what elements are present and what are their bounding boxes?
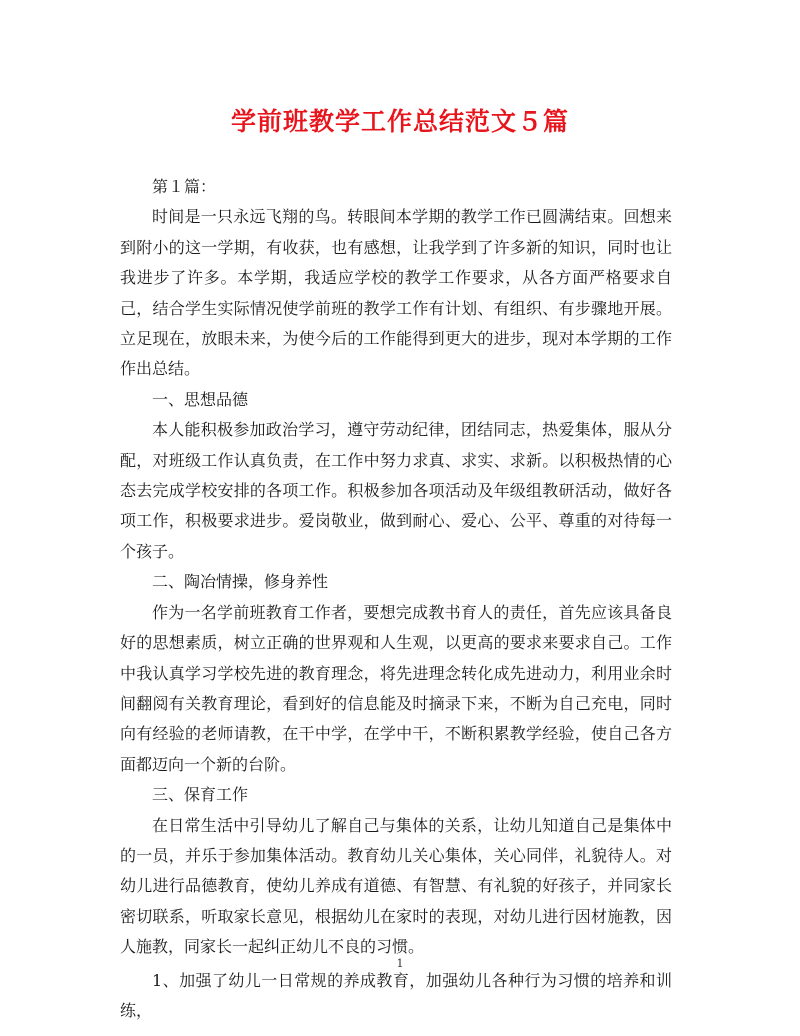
body-paragraph: 1、加强了幼儿一日常规的养成教育，加强幼儿各种行为习惯的培养和训练， [120, 970, 672, 1020]
body-paragraph: 作为一名学前班教育工作者，要想完成教书育人的责任，首先应该具备良好的思想素质，树立正确的世界观和人生观，以更高的要求来要求自己。工作中我认真学习学校先进的教育理念，将先进理念转化成先进动力，利用业余时间翻阅有关教育理论，看到好的信息能及时摘录下来，不断为自己充电，同时向有经验的老师请教，在干中学，在学中干，不断积累教学经验，使自己各方面都迈向一个新的台阶。 [120, 602, 672, 774]
body-paragraph: 在日常生活中引导幼儿了解自己与集体的关系，让幼儿知道自己是集体中的一员，并乐于参加集体活动。教育幼儿关心集体，关心同伴，礼貌待人。对幼儿进行品德教育，使幼儿养成有道德、有智慧、有礼貌的好孩子，并同家长密切联系，听取家长意见，根据幼儿在家时的表现，对幼儿进行因材施教，因人施教，同家长一起纠正幼儿不良的习惯。 [120, 815, 672, 957]
document-body [120, 172, 672, 1026]
section-heading: 三、保育工作 [152, 785, 249, 805]
section-heading: 一、思想品德 [152, 389, 249, 409]
section-label: 第１篇： [152, 177, 217, 196]
body-paragraph: 本人能积极参加政治学习，遵守劳动纪律，团结同志，热爱集体，服从分配，对班级工作认真负责，在工作中努力求真、求实、求新。以积极热情的心态去完成学校安排的各项工作。积极参加各项活动及年级组教研活动，做好各项工作，积极要求进步。爱岗敬业，做到耐心、爱心、公平、尊重的对待每一个孩子。 [120, 420, 672, 561]
page-number: 1 [396, 957, 404, 970]
section-heading: 二、陶冶情操，修身养性 [152, 572, 329, 592]
body-paragraph: 时间是一只永远飞翔的鸟。转眼间本学期的教学工作已圆满结束。回想来到附小的这一学期，有收获，也有感想，让我学到了许多新的知识，同时也让我进步了许多。本学期，我适应学校的教学工作要求，从各方面严格要求自己，结合学生实际情况使学前班的教学工作有计划、有组织、有步骤地开展。立足现在，放眼未来，为使今后的工作能得到更大的进步，现对本学期的工作作出总结。 [120, 207, 672, 379]
document-title: 学前班教学工作总结范文５篇 [230, 107, 569, 136]
